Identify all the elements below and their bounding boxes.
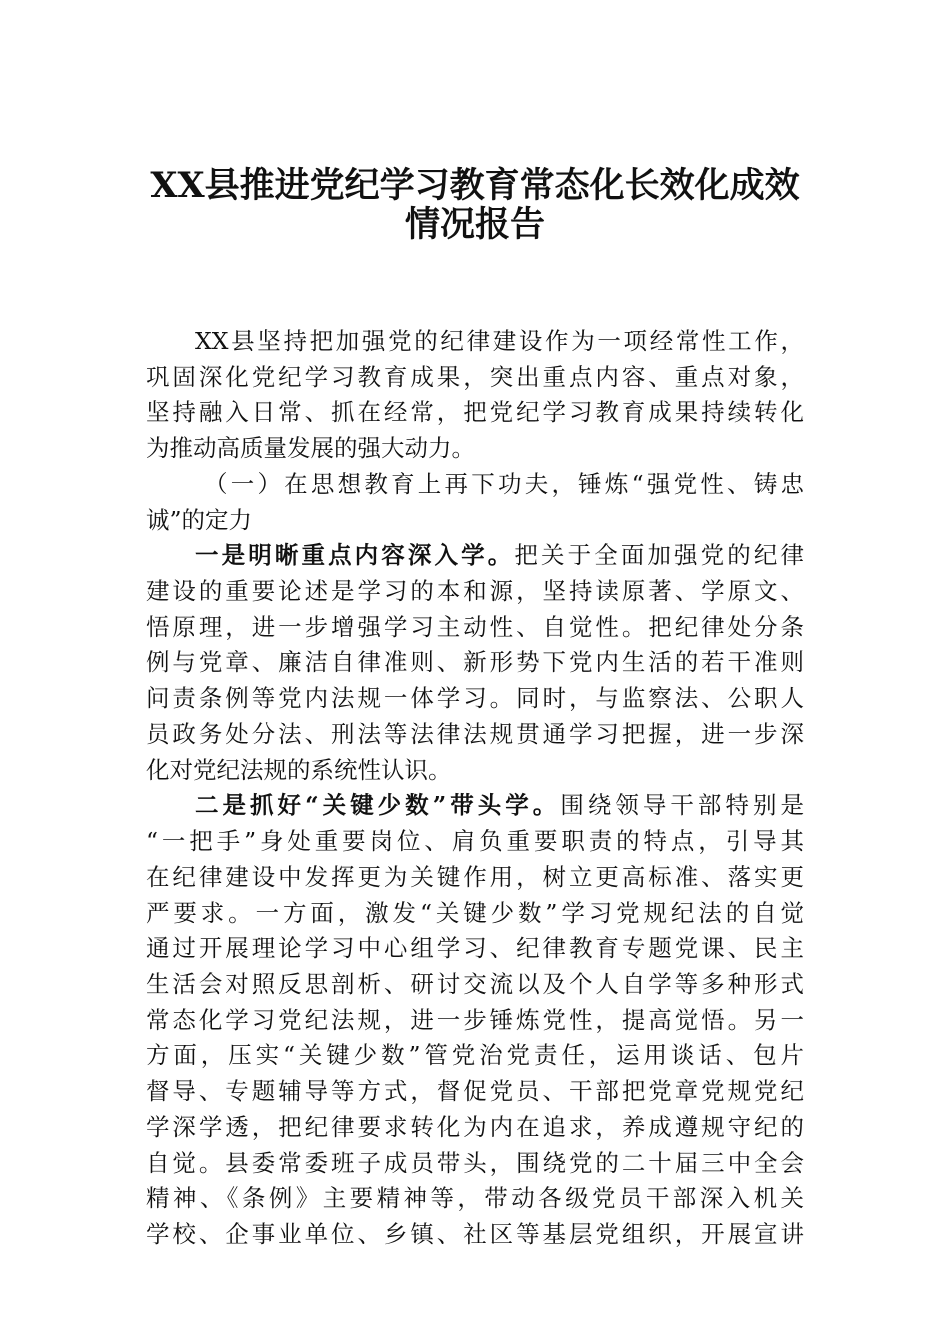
document-title-line-1: XX县推进党纪学习教育常态化长效化成效	[150, 165, 800, 206]
document-body	[146, 324, 804, 1253]
document-title-line-2: 情况报告	[404, 204, 545, 245]
paragraph-3-line: 悟原理，进一步增强学习主动性、自觉性。把纪律处分条	[146, 612, 804, 641]
paragraph-4-line: 精神、《条例》主要精神等，带动各级党员干部深入机关	[146, 1184, 804, 1213]
paragraph-4-line: 督导、专题辅导等方式，督促党员、干部把党章党规党纪	[146, 1077, 804, 1106]
paragraph-4-line: 通过开展理论学习中心组学习、纪律教育专题党课、民主	[146, 934, 804, 963]
paragraph-4-line: 严要求。一方面，激发“关键少数”学习党规纪法的自觉	[146, 898, 804, 927]
paragraph-4-line: 方面，压实“关键少数”管党治党责任，运用谈话、包片	[146, 1041, 804, 1070]
paragraph-3-line-text: 把关于全面加强党的纪律	[514, 541, 804, 570]
paragraph-1-line: 坚持融入日常、抓在经常，把党纪学习教育成果持续转化	[146, 398, 804, 427]
paragraph-3-first-line	[146, 538, 804, 574]
paragraph-3-line: 员政务处分法、刑法等法律法规贯通学习把握，进一步深	[146, 719, 804, 748]
paragraph-4-line: 学深学透，把纪律要求转化为内在追求，养成遵规守纪的	[146, 1112, 804, 1141]
paragraph-4-lead: 二是抓好“关键少数”带头学。	[195, 791, 561, 820]
paragraph-4-line-text: 围绕领导干部特别是	[560, 791, 804, 820]
section-heading-line: 诚”的定力	[146, 505, 253, 534]
paragraph-3-line: 例与党章、廉洁自律准则、新形势下党内生活的若干准则	[146, 648, 804, 677]
paragraph-3-line: 问责条例等党内法规一体学习。同时，与监察法、公职人	[146, 684, 804, 713]
paragraph-4-line: 在纪律建设中发挥更为关键作用，树立更高标准、落实更	[146, 862, 804, 891]
section-heading-line: （一）在思想教育上再下功夫，锤炼“强党性、铸忠	[204, 469, 804, 498]
paragraph-4-line: 常态化学习党纪法规，进一步锤炼党性，提高觉悟。另一	[146, 1005, 804, 1034]
paragraph-4-line: 学校、企事业单位、乡镇、社区等基层党组织，开展宣讲	[146, 1219, 804, 1248]
paragraph-4-line: “一把手”身处重要岗位、肩负重要职责的特点，引导其	[146, 827, 804, 856]
paragraph-4-line: 生活会对照反思剖析、研讨交流以及个人自学等多种形式	[146, 969, 804, 998]
paragraph-4-first-line	[146, 788, 804, 824]
paragraph-1-line: XX县坚持把加强党的纪律建设作为一项经常性工作，	[195, 327, 804, 355]
paragraph-3-line: 化对党纪法规的系统性认识。	[146, 755, 452, 784]
paragraph-1-line: 为推动高质量发展的强大动力。	[146, 434, 475, 463]
paragraph-3-line: 建设的重要论述是学习的本和源，坚持读原著、学原文、	[146, 577, 804, 606]
paragraph-3-lead: 一是明晰重点内容深入学。	[195, 541, 515, 570]
paragraph-4-line: 自觉。县委常委班子成员带头，围绕党的二十届三中全会	[146, 1148, 804, 1177]
paragraph-1-line: 巩固深化党纪学习教育成果，突出重点内容、重点对象，	[146, 362, 804, 391]
